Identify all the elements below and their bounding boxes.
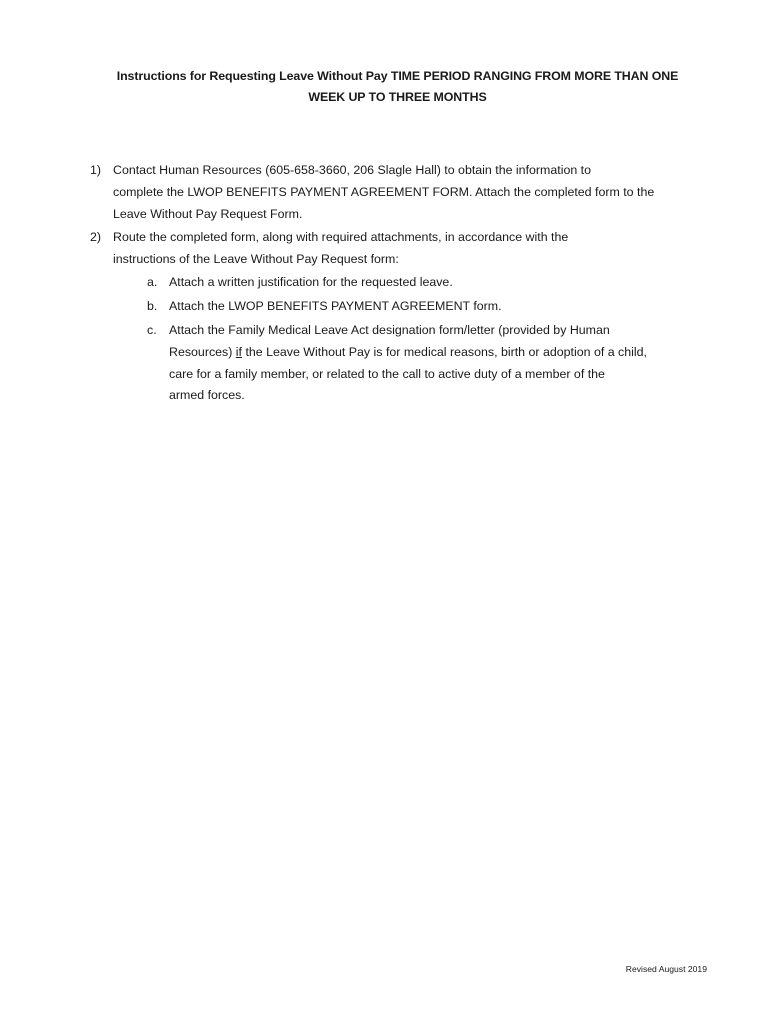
item-text-line: complete the LWOP BENEFITS PAYMENT AGREEMENT FORM. Attach the completed form to the [113, 184, 655, 199]
text-fragment: the Leave Without Pay is for medical reasons, birth or adoption of a child, [242, 344, 647, 359]
sub-item-text: armed forces. [169, 388, 245, 403]
sub-item-letter: c. [147, 322, 157, 337]
item-text-line: Contact Human Resources (605-658-3660, 206 Slagle Hall) to obtain the information to [113, 163, 592, 177]
item-number: 1) [90, 163, 102, 177]
item-text-line: Route the completed form, along with required attachments, in accordance with the [113, 230, 569, 245]
item-text-line: instructions of the Leave Without Pay Request form: [113, 252, 399, 267]
document-title [60, 66, 735, 108]
sub-item-text [169, 342, 710, 364]
sub-item-text: Attach a written justification for the requested leave. [169, 274, 453, 289]
sub-item-text: Attach the LWOP BENEFITS PAYMENT AGREEMENT form. [169, 298, 502, 313]
title-line-1: Instructions for Requesting Leave Without Pay TIME PERIOD RANGING FROM MORE THAN ONE [116, 69, 679, 83]
title-line-2: WEEK UP TO THREE MONTHS [308, 90, 487, 104]
sub-item-text: care for a family member, or related to the call to active duty of a member of the [169, 366, 605, 381]
sub-item-b [147, 296, 710, 318]
instruction-list [90, 160, 710, 409]
underlined-if: if [235, 344, 242, 359]
text-fragment: Resources) [169, 344, 236, 359]
instruction-item-2 [90, 227, 710, 407]
sub-item-letter: a. [147, 274, 158, 289]
sub-item-letter: b. [147, 298, 158, 313]
sub-item-text: Attach the Family Medical Leave Act designation form/letter (provided by Human [169, 322, 610, 337]
sub-item-c [147, 320, 710, 407]
sub-instruction-list [113, 272, 710, 407]
sub-item-a [147, 272, 710, 294]
item-number: 2) [90, 230, 102, 245]
revision-date: Revised August 2019 [625, 964, 707, 974]
instruction-item-1 [90, 160, 710, 225]
item-text-line: Leave Without Pay Request Form. [113, 206, 303, 221]
